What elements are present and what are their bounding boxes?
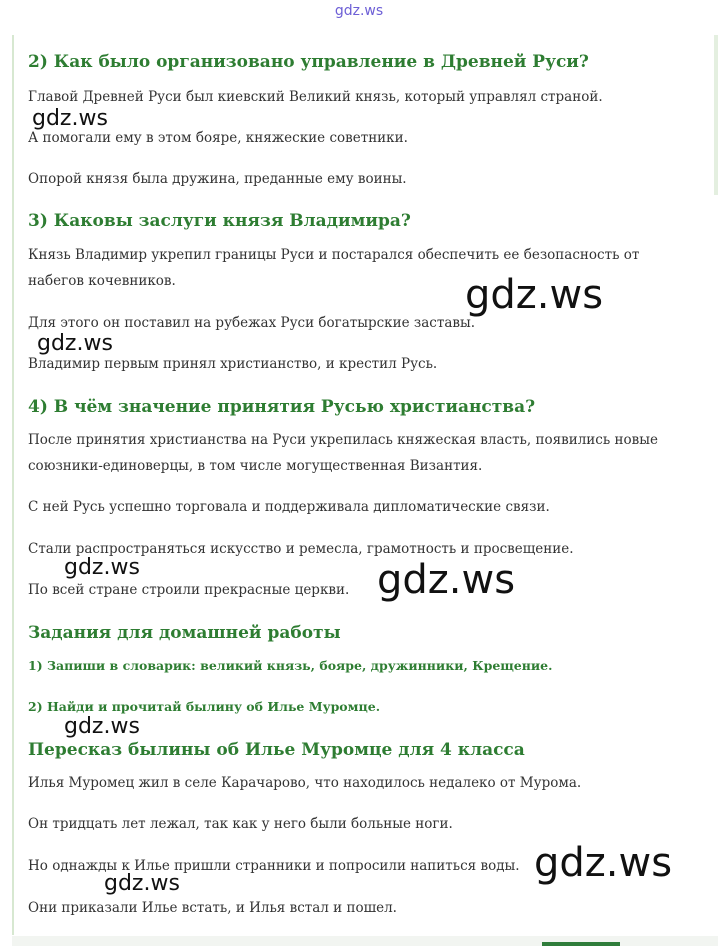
question-3-heading: 3) Каковы заслуги князя Владимира? (28, 211, 411, 231)
watermark: gdz.ws (37, 331, 113, 356)
retelling-line: Он тридцать лет лежал, так как у него были больные ноги. (28, 816, 453, 832)
question-4-heading: 4) В чём значение принятия Русью христианства? (28, 397, 536, 417)
question-3-line: Для этого он поставил на рубежах Руси богатырские заставы. (28, 315, 476, 331)
top-bar (0, 0, 718, 28)
watermark: gdz.ws (64, 555, 140, 580)
content-panel (12, 35, 718, 935)
retelling-line: Но однажды к Илье пришли странники и попросили напиться воды. (28, 858, 520, 874)
retelling-line: Они приказали Илье встать, и Илья встал и пошел. (28, 900, 397, 916)
watermark: gdz.ws (32, 106, 108, 131)
watermark: gdz.ws (104, 871, 180, 896)
bottom-accent-bar (542, 942, 620, 946)
retelling-line: Илья Муромец жил в селе Карачарово, что находилось недалеко от Мурома. (28, 775, 582, 791)
homework-heading: Задания для домашней работы (28, 623, 341, 643)
watermark: gdz.ws (64, 714, 140, 739)
question-4-line: союзники-единоверцы, в том числе могущественная Византия. (28, 458, 483, 474)
question-4-line: По всей стране строили прекрасные церкви. (28, 582, 350, 598)
question-3-line: Князь Владимир укрепил границы Руси и постарался обеспечить ее безопасность от (28, 247, 640, 263)
homework-task: 1) Запиши в словарик: великий князь, бояре, дружинники, Крещение. (28, 658, 553, 673)
question-4-line: Стали распространяться искусство и ремесла, грамотность и просвещение. (28, 541, 574, 557)
question-3-line: набегов кочевников. (28, 273, 176, 289)
homework-task: 2) Найди и прочитай былину об Илье Муромце. (28, 699, 381, 714)
watermark: gdz.ws (534, 840, 673, 886)
panel-right-border (714, 35, 718, 195)
question-4-line: С ней Русь успешно торговала и поддерживала дипломатические связи. (28, 499, 550, 515)
question-2-line: А помогали ему в этом бояре, княжеские советники. (28, 130, 408, 146)
question-4-line: После принятия христианства на Руси укрепилась княжеская власть, появились новые (28, 432, 658, 448)
question-3-line: Владимир первым принял христианство, и крестил Русь. (28, 356, 438, 372)
watermark: gdz.ws (465, 272, 604, 318)
site-logo[interactable]: gdz.ws (334, 3, 384, 19)
retelling-heading: Пересказ былины об Илье Муромце для 4 класса (28, 740, 525, 760)
question-2-line: Главой Древней Руси был киевский Великий князь, который управлял страной. (28, 89, 603, 105)
watermark: gdz.ws (377, 557, 516, 603)
question-2-line: Опорой князя была дружина, преданные ему воины. (28, 171, 407, 187)
question-2-heading: 2) Как было организовано управление в Древней Руси? (28, 52, 589, 72)
